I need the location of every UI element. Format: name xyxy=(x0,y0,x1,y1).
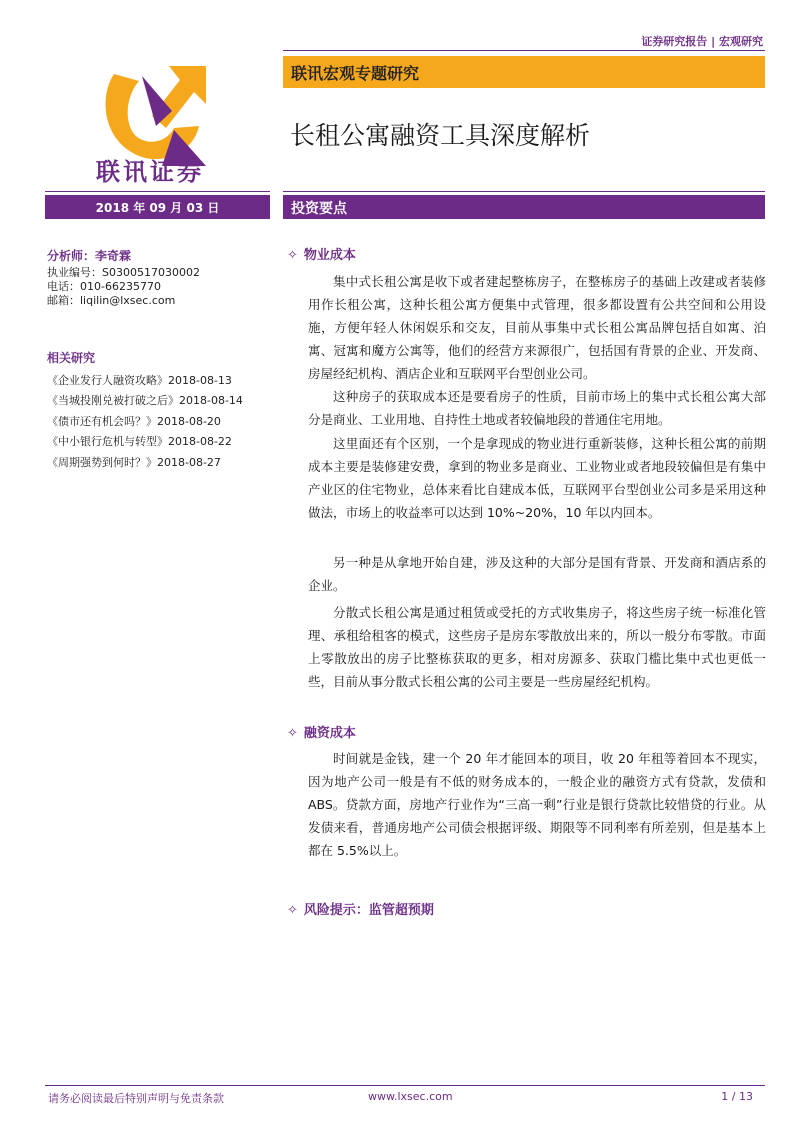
section-heading-financing-cost xyxy=(287,722,356,741)
diamond-icon: ✧ xyxy=(287,903,298,918)
page-number: 1 / 13 xyxy=(721,1090,753,1103)
related-item[interactable]: 《债市还有机会吗？》2018-08-20 xyxy=(47,415,221,428)
investment-rule xyxy=(283,191,765,192)
investment-bar xyxy=(283,195,765,219)
paragraph: 另一种是从拿地开始自建，涉及这种的大部分是国有背景、开发商和酒店系的企业。 xyxy=(308,555,766,593)
diamond-icon: ✧ xyxy=(287,248,298,263)
paragraph: 分散式长租公寓是通过租赁或受托的方式收集房子，将这些房子统一标准化管理、承租给租客的模式，这些房子是房东零散放出来的，所以一般分布零散。市面上零散放出的房子比整栋获取的更多，相对房源多、获取门槛比集中式也更低一些，目前从事分散式长租公寓的公司主要是一些房屋经纪机构。 xyxy=(308,605,766,689)
section-heading-text: 物业成本 xyxy=(303,248,356,263)
section-heading-property-cost xyxy=(287,244,356,263)
section-heading-risk xyxy=(287,899,434,918)
related-item[interactable]: 《当城投刚兑被打破之后》2018-08-14 xyxy=(47,394,243,407)
footer-disclaimer[interactable]: 请务必阅读最后特别声明与免责条款 xyxy=(48,1092,224,1105)
diamond-icon: ✧ xyxy=(287,726,298,741)
related-item[interactable]: 《中小银行危机与转型》2018-08-22 xyxy=(47,435,232,448)
header-tag: 证券研究报告 | 宏观研究 xyxy=(641,35,763,48)
analyst-email[interactable]: 邮箱：liqilin@lxsec.com xyxy=(47,294,176,307)
analyst-license: 执业编号：S0300517030002 xyxy=(47,266,200,279)
date-rule xyxy=(45,191,270,192)
series-title: 联讯宏观专题研究 xyxy=(291,64,420,83)
section-heading-text: 风险提示：监管超预期 xyxy=(303,903,434,918)
paragraph: 这种房子的获取成本还是要看房子的性质，目前市场上的集中式长租公寓大部分是商业、工业用地、自持性土地或者较偏地段的普通住宅用地。 xyxy=(308,389,766,427)
report-title: 长租公寓融资工具深度解析 xyxy=(290,121,591,150)
report-date: 2018 年 09 月 03 日 xyxy=(95,201,220,215)
related-title: 相关研究 xyxy=(47,351,96,365)
footer-rule xyxy=(45,1085,765,1086)
header-rule xyxy=(283,50,765,51)
paragraph: 时间就是金钱，建一个 20 年才能回本的项目，收 20 年租等着回本不现实，因为地产公司一般是有不低的财务成本的，一般企业的融资方式有贷款，发债和 ABS。贷款方面，房地产行业作为“三高一剩”行业是银行贷款比较惜贷的行业。从发债来看，普通房地产公司债会根据评级、期限等不同利率有所差别，但是基本上都在 5.5%以上。 xyxy=(308,751,766,858)
analyst-label: 分析师：李奇霖 xyxy=(47,249,132,263)
paragraph: 这里面还有个区别，一个是拿现成的物业进行重新装修，这种长租公寓的前期成本主要是装修建安费，拿到的物业多是商业、工业物业或者地段较偏但是有集中产业区的住宅物业，总体来看比自建成本低，互联网平台型创业公司多是采用这种做法，市场上的收益率可以达到 10%~20%，10 年以内回本。 xyxy=(308,436,766,520)
related-item[interactable]: 《周期强势到何时？》2018-08-27 xyxy=(47,456,221,469)
investment-header: 投资要点 xyxy=(291,201,347,217)
related-item[interactable]: 《企业发行人融资攻略》2018-08-13 xyxy=(47,374,232,387)
paragraph: 集中式长租公寓是收下或者建起整栋房子，在整栋房子的基础上改建或者装修用作长租公寓，这种长租公寓方便集中式管理，很多都设置有公共空间和公用设施，方便年轻人休闲娱乐和交友，目前从事集中式长租公寓品牌包括自如寓、泊寓、冠寓和魔方公寓等，他们的经营方来源很广，包括国有背景的企业、开发商、房屋经纪机构、酒店企业和互联网平台型创业公司。 xyxy=(308,274,766,381)
footer-website[interactable]: www.lxsec.com xyxy=(368,1090,453,1103)
analyst-phone: 电话：010-66235770 xyxy=(47,280,161,293)
series-bar xyxy=(283,56,765,88)
date-bar xyxy=(45,195,270,219)
section-heading-text: 融资成本 xyxy=(303,726,356,741)
logo-text: 联讯证券 xyxy=(96,157,204,186)
